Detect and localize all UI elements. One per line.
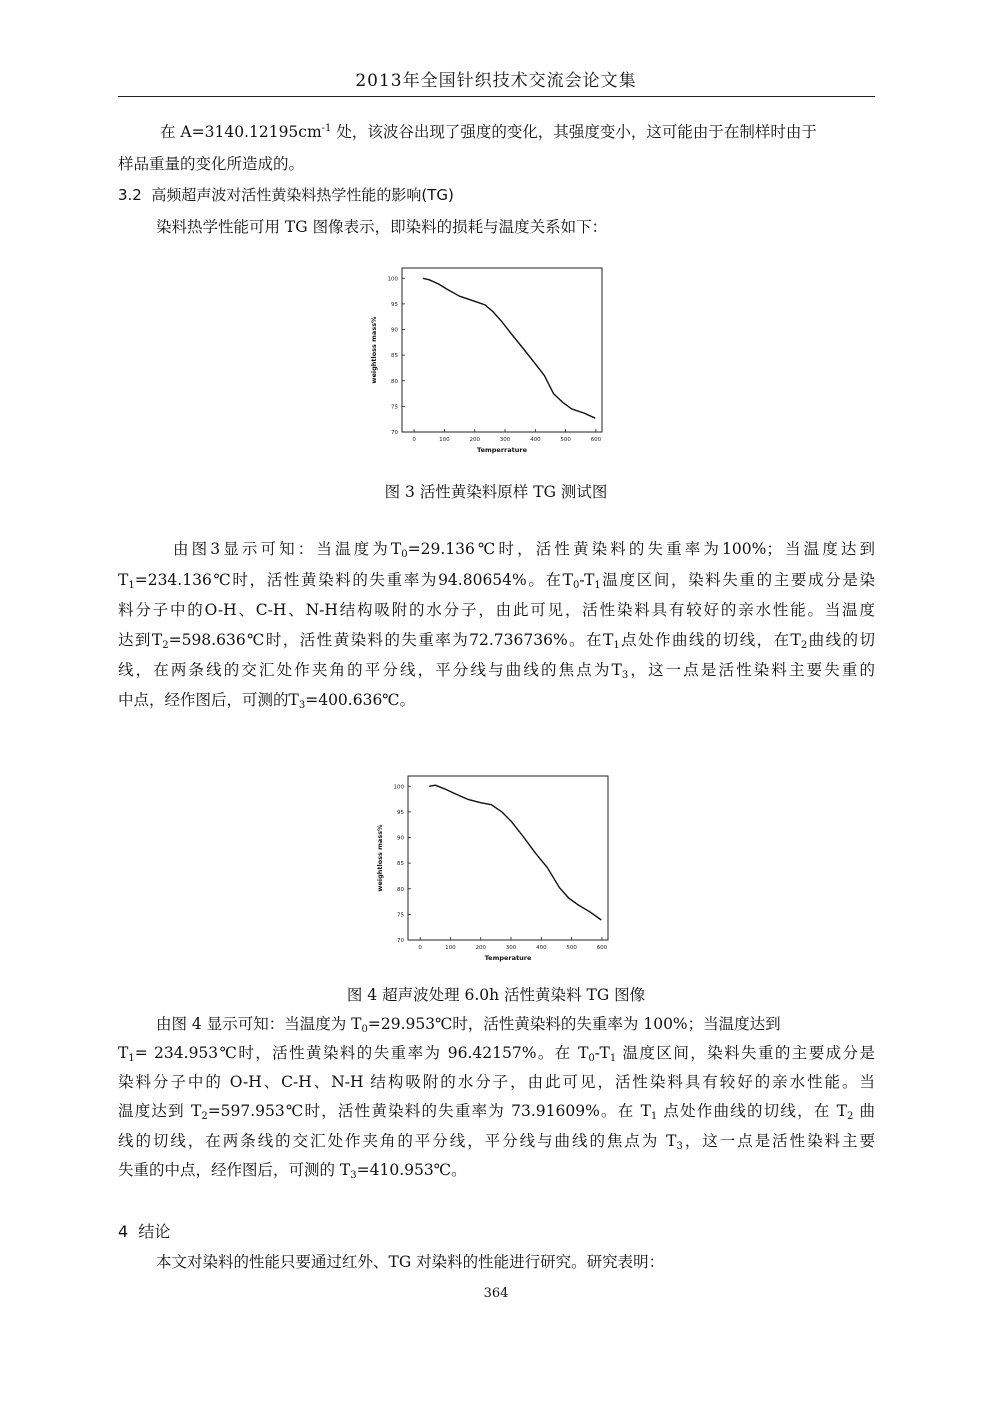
figure-4-tg-chart xyxy=(366,770,616,966)
y-tick-label: 80 xyxy=(397,886,404,893)
x-tick-label: 0 xyxy=(412,437,416,443)
p4-line1 xyxy=(118,1014,875,1034)
p3-l2s3: 1 xyxy=(594,580,601,591)
p3-l4s3: 2 xyxy=(800,640,808,651)
x-tick-label: 500 xyxy=(560,437,571,443)
x-tick-label: 200 xyxy=(469,437,480,443)
p4-l5b: ，这一点是活性染料主要 xyxy=(682,1132,875,1150)
section-3-2-number: 3.2 xyxy=(118,186,142,204)
p3-l4s: 2 xyxy=(162,640,169,651)
p4-l6a: 失重的中点，经作图后，可测的 T xyxy=(118,1161,351,1179)
p3-l4c: 点处作曲线的切线，在T xyxy=(619,631,801,649)
y-axis-label: weightloss mass% xyxy=(370,316,378,384)
x-tick-label: 100 xyxy=(445,945,456,951)
x-tick-label: 300 xyxy=(505,945,517,951)
plot-frame xyxy=(402,268,602,432)
p3-l5s: 3 xyxy=(621,670,629,681)
y-tick-label: 95 xyxy=(391,301,398,308)
y-tick-label: 75 xyxy=(391,404,398,411)
figure-3-tg-chart xyxy=(360,262,610,458)
p4-l6s: 3 xyxy=(350,1170,357,1181)
p3-l6s: 3 xyxy=(298,700,306,711)
p3-l1a: 由图3显示可知：当温度为T xyxy=(173,540,402,558)
x-axis-label: Temperature xyxy=(484,954,532,962)
p3-l2b: =234.136℃时，活性黄染料的失重率为94.80654%。在T xyxy=(134,571,574,589)
p4-l2d: 温度区间，染料失重的主要成分是 xyxy=(616,1044,875,1062)
p3-line2 xyxy=(118,570,875,590)
p3-l4a: 达到T xyxy=(118,631,163,649)
y-tick-label: 100 xyxy=(387,276,398,283)
y-tick-label: 90 xyxy=(397,835,404,842)
y-tick-label: 70 xyxy=(391,430,398,436)
p3-l2c: -T xyxy=(579,571,595,589)
p4-line4 xyxy=(118,1101,875,1121)
para1-sup: -1 xyxy=(321,123,332,134)
p4-l1s: 0 xyxy=(361,1024,368,1035)
p4-l1b: =29.953℃时，活性黄染料的失重率为 100%；当温度达到 xyxy=(367,1015,781,1033)
page-number: 364 xyxy=(483,1286,509,1301)
p3-l5a: 线，在两条线的交汇处作夹角的平分线，平分线与曲线的焦点为T xyxy=(118,661,622,679)
para1-line2: 样品重量的变化所造成的。 xyxy=(118,155,305,173)
p3-l5b: ，这一点是活性染料主要失重的 xyxy=(628,661,875,679)
figure-3-caption: 图 3 活性黄染料原样 TG 测试图 xyxy=(384,483,608,501)
p4-l5s: 3 xyxy=(676,1141,683,1152)
p3-l1s: 0 xyxy=(401,549,408,560)
x-tick-label: 600 xyxy=(590,437,602,443)
header-rule xyxy=(118,96,875,97)
x-tick-label: 400 xyxy=(530,437,541,443)
p4-l4s3: 2 xyxy=(846,1111,854,1122)
y-tick-label: 80 xyxy=(391,378,398,385)
para1-line1 xyxy=(118,122,875,142)
p4-line3: 染料分子中的 O-H、C-H、N-H 结构吸附的水分子，由此可见，活性染料具有较好的亲水性能。当 xyxy=(118,1073,875,1091)
plot-frame xyxy=(408,776,608,940)
x-tick-label: 300 xyxy=(499,437,511,443)
section-4-heading xyxy=(118,1222,875,1242)
p3-l1b: =29.136℃时，活性黄染料的失重率为100%；当温度达到 xyxy=(407,540,875,558)
x-tick-label: 200 xyxy=(475,945,486,951)
x-tick-label: 0 xyxy=(418,945,422,951)
section-3-2-heading xyxy=(118,185,875,205)
p3-l6a: 中点，经作图后，可测的T xyxy=(118,691,299,709)
y-tick-label: 95 xyxy=(397,809,404,816)
p4-l5a: 线的切线，在两条线的交汇处作夹角的平分线，平分线与曲线的焦点为 T xyxy=(118,1132,677,1150)
p4-l1a: 由图 4 显示可知：当温度为 T xyxy=(156,1015,362,1033)
p4-l2c: -T xyxy=(594,1044,610,1062)
section-4-title: 结论 xyxy=(138,1222,171,1241)
x-axis-label: Temperrature xyxy=(477,446,527,454)
y-tick-label: 75 xyxy=(397,912,404,919)
p4-l2s: 1 xyxy=(128,1053,135,1064)
x-tick-label: 600 xyxy=(596,945,608,951)
y-tick-label: 70 xyxy=(397,938,404,944)
p4-l2s2: 0 xyxy=(588,1053,595,1064)
figure-4-caption: 图 4 超声波处理 6.0h 活性黄染料 TG 图像 xyxy=(346,986,646,1004)
p3-l2s: 1 xyxy=(128,580,135,591)
y-tick-label: 90 xyxy=(391,327,398,334)
y-axis-label: weightloss mass% xyxy=(376,824,384,892)
p4-l4c: 点处作曲线的切线，在 T xyxy=(657,1102,847,1120)
p3-line1 xyxy=(118,539,875,559)
x-tick-label: 100 xyxy=(439,437,450,443)
y-tick-label: 85 xyxy=(391,353,398,360)
x-tick-label: 500 xyxy=(566,945,577,951)
y-tick-label: 85 xyxy=(397,861,404,868)
p4-l2s3: 1 xyxy=(609,1053,617,1064)
p4-l6b: =410.953℃。 xyxy=(356,1161,467,1179)
section-4-number: 4 xyxy=(118,1222,129,1241)
intro-line: 染料热学性能可用 TG 图像表示，即染料的损耗与温度关系如下： xyxy=(156,218,608,236)
p4-l4d: 曲 xyxy=(853,1102,875,1120)
running-header: 2013年全国针织技术交流会论文集 xyxy=(355,71,637,91)
p4-l4s: 2 xyxy=(201,1111,208,1122)
p3-l6b: =400.636℃。 xyxy=(305,691,416,709)
p4-l2b: = 234.953℃时，活性黄染料的失重率为 96.42157%。在 T xyxy=(134,1044,589,1062)
p3-l4d: 曲线的切 xyxy=(807,631,875,649)
p4-line2 xyxy=(118,1043,875,1063)
p4-l2a: T xyxy=(118,1044,129,1062)
tg-curve xyxy=(423,278,595,418)
tg-curve xyxy=(429,785,601,920)
p3-l4b: =598.636℃时，活性黄染料的失重率为72.736736%。在T xyxy=(168,631,614,649)
para1-text-b: 处，该波谷出现了强度的变化，其强度变小，这可能由于在制样时由于 xyxy=(331,123,817,141)
conclusion-line: 本文对染料的性能只要通过红外、TG 对染料的性能进行研究。研究表明： xyxy=(156,1253,665,1271)
p3-line3: 料分子中的O-H、C-H、N-H结构吸附的水分子，由此可见，活性染料具有较好的亲水性能。当温度 xyxy=(118,601,875,619)
p4-l4b: =597.953℃时，活性黄染料的失重率为 73.91609%。在 T xyxy=(207,1102,651,1120)
p3-line6 xyxy=(118,690,875,710)
p3-line4 xyxy=(118,630,875,650)
p3-line5 xyxy=(118,660,875,680)
y-tick-label: 100 xyxy=(393,784,404,791)
p4-line5 xyxy=(118,1131,875,1151)
section-3-2-title: 高频超声波对活性黄染料热学性能的影响(TG) xyxy=(151,186,454,204)
p4-l4s2: 1 xyxy=(650,1111,658,1122)
p3-l2a: T xyxy=(118,571,129,589)
p3-l2s2: 0 xyxy=(573,580,580,591)
p3-l4s2: 1 xyxy=(613,640,620,651)
x-tick-label: 400 xyxy=(536,945,547,951)
p3-l2d: 温度区间，染料失重的主要成分是染 xyxy=(600,571,875,589)
para1-text-a: 在 A=3140.12195cm xyxy=(160,123,322,141)
p4-l4a: 温度达到 T xyxy=(118,1102,202,1120)
p4-line6 xyxy=(118,1160,875,1180)
